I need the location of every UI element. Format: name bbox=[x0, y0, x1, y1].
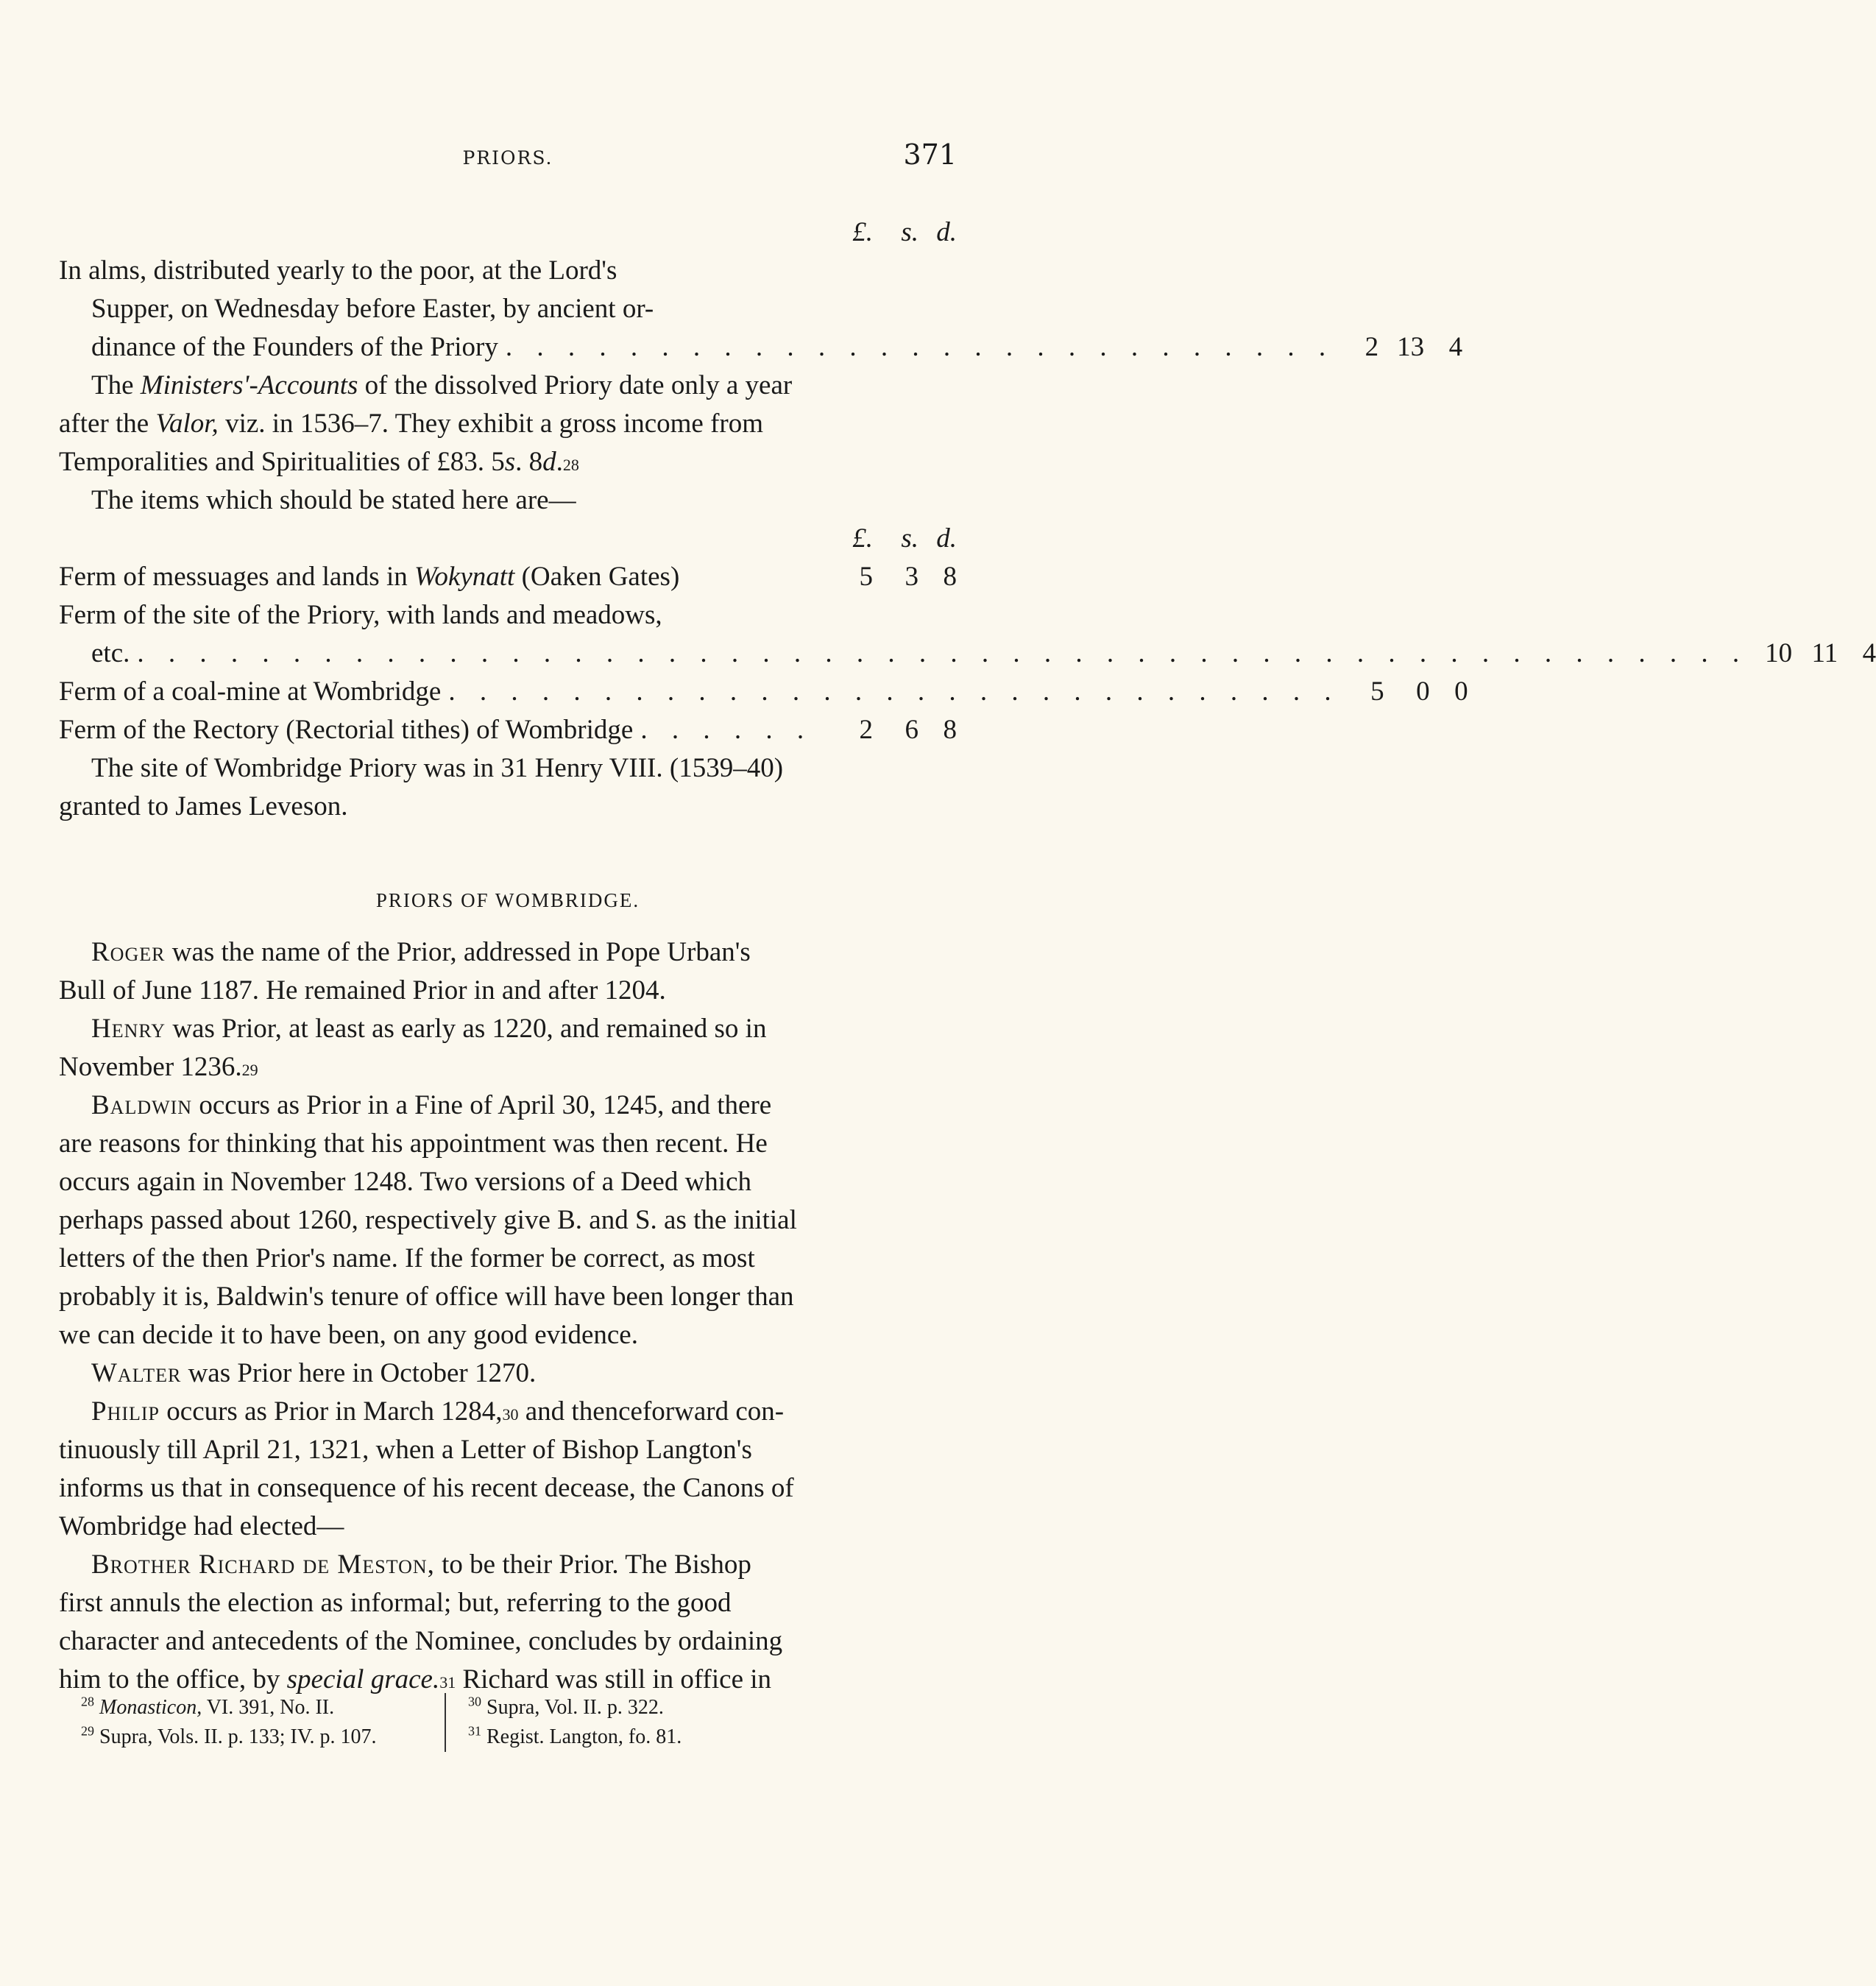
richard-line-2: first annuls the election as informal; but, referring to the good bbox=[59, 1588, 732, 1618]
alms-line-1: In alms, distributed yearly to the poor, at the Lord's bbox=[59, 255, 617, 286]
henry-line-2: November 1236. 29 bbox=[59, 1052, 258, 1082]
alms-amount: 2 13 4 bbox=[1364, 332, 1463, 362]
baldwin-line-1: Baldwin occurs as Prior in a Fine of April 30, 1245, and there bbox=[59, 1086, 957, 1125]
item-rectory-amount: 2 6 8 bbox=[859, 715, 957, 745]
running-title: PRIORS. bbox=[462, 147, 553, 169]
item-site-amount: 10 11 4 bbox=[1765, 638, 1876, 668]
item-wokynatt: Ferm of messuages and lands in Wokynatt (Oaken Gates) 5 3 8 bbox=[59, 558, 957, 596]
item-coal-mine: Ferm of a coal-mine at Wombridge . . . . . . . . . . . . . . . . . . . . . . . . . . . . . 5 0 0 bbox=[59, 673, 957, 711]
page-number: 371 bbox=[903, 138, 957, 171]
footnotes bbox=[81, 1693, 817, 1752]
roger-line-1: Roger was the name of the Prior, addressed in Pope Urban's bbox=[59, 933, 957, 972]
section-heading: PRIORS OF WOMBRIDGE. bbox=[375, 889, 640, 911]
shilling-symbol: s. bbox=[901, 217, 918, 247]
page-header bbox=[59, 138, 957, 175]
leader-dots: . . . . . . . . . . . . . . . . . . . . . . . . . . . bbox=[505, 332, 1335, 362]
currency-header bbox=[59, 213, 957, 252]
prior-name-baldwin: Baldwin bbox=[91, 1090, 193, 1120]
baldwin-line-3: occurs again in November 1248. Two versions of a Deed which bbox=[59, 1167, 752, 1197]
prior-name-henry: Henry bbox=[91, 1014, 166, 1044]
items-intro: The items which should be stated here are— bbox=[91, 485, 576, 515]
item-site-line-1: Ferm of the site of the Priory, with lands and meadows, bbox=[59, 600, 662, 630]
pence-symbol: d. bbox=[936, 217, 957, 247]
item-site-line-2: etc. . . . . . . . . . . . . . . . . . . . . . . . . . . . . . . . . . . . . . . . . . . . . . . . . . . . . 10 11 4 bbox=[59, 635, 957, 673]
richard-line-3: character and antecedents of the Nominee, concludes by ordaining bbox=[59, 1626, 783, 1656]
prior-name-richard: Brother Richard de Meston, bbox=[91, 1549, 435, 1580]
ministers-line-1: The Ministers'-Accounts of the dissolved Priory date only a year bbox=[91, 370, 793, 400]
prior-name-roger: Roger bbox=[91, 937, 166, 967]
henry-line-1: Henry was Prior, at least as early as 1220, and remained so in bbox=[59, 1010, 957, 1048]
priors-list bbox=[59, 933, 957, 1699]
footnote-31: $^{31}$ Regist. Langton, fo. 81. bbox=[468, 1723, 682, 1748]
baldwin-line-7: we can decide it to have been, on any good evidence. bbox=[59, 1320, 638, 1350]
walter-line-1: Walter was Prior here in October 1270. bbox=[59, 1354, 957, 1393]
accounts-section bbox=[59, 213, 1876, 826]
prior-name-philip: Philip bbox=[91, 1396, 160, 1427]
item-rectory: Ferm of the Rectory (Rectorial tithes) of Wombridge . . . . . . 2 6 8 bbox=[59, 711, 957, 749]
ministers-line-2: after the Valor, viz. in 1536–7. They exhibit a gross income from bbox=[59, 409, 764, 439]
philip-line-4: Wombridge had elected— bbox=[59, 1511, 344, 1541]
prior-name-walter: Walter bbox=[91, 1358, 182, 1388]
site-grant-line-1: The site of Wombridge Priory was in 31 Henry VIII. (1539–40) bbox=[91, 753, 784, 783]
item-wokynatt-amount: 5 3 8 bbox=[859, 562, 957, 592]
richard-line-4: him to the office, by special grace. 31 Richard was still in office in bbox=[59, 1664, 772, 1695]
ministers-line-3: Temporalities and Spiritualities of £83. 5 s . 8 d . 28 bbox=[59, 447, 579, 477]
philip-line-3: informs us that in consequence of his recent decease, the Canons of bbox=[59, 1473, 794, 1503]
currency-header-2: £. s. d. bbox=[852, 523, 957, 554]
baldwin-line-5: letters of the then Prior's name. If the former be correct, as most bbox=[59, 1243, 755, 1273]
alms-line-3: dinance of the Founders of the Priory . . . . . . . . . . . . . . . . . . . . . . . . . . . 2 13 4 bbox=[59, 328, 957, 367]
alms-line-2: Supper, on Wednesday before Easter, by ancient or- bbox=[91, 294, 654, 324]
site-grant-line-2: granted to James Leveson. bbox=[59, 791, 348, 821]
footnote-29: $^{29}$ Supra, Vols. II. p. 133; IV. p. 107. bbox=[81, 1723, 377, 1748]
footnotes-left-column bbox=[81, 1693, 445, 1752]
roger-line-2: Bull of June 1187. He remained Prior in and after 1204. bbox=[59, 975, 666, 1006]
baldwin-line-6: probably it is, Baldwin's tenure of office will have been longer than bbox=[59, 1282, 794, 1312]
richard-line-1: Brother Richard de Meston, to be their Prior. The Bishop bbox=[59, 1546, 957, 1584]
baldwin-line-2: are reasons for thinking that his appointment was then recent. He bbox=[59, 1128, 768, 1159]
footnotes-right-column bbox=[445, 1693, 817, 1752]
footnote-28: $^{28}$ Monasticon, VI. 391, No. II. bbox=[81, 1694, 335, 1719]
pound-symbol: £. bbox=[852, 217, 873, 247]
philip-line-1: Philip occurs as Prior in March 1284, 30 and thenceforward con- bbox=[59, 1393, 957, 1431]
item-coal-mine-amount: 5 0 0 bbox=[1370, 676, 1468, 707]
baldwin-line-4: perhaps passed about 1260, respectively give B. and S. as the initial bbox=[59, 1205, 797, 1235]
footnote-30: $^{30}$ Supra, Vol. II. p. 322. bbox=[468, 1694, 664, 1719]
philip-line-2: tinuously till April 21, 1321, when a Letter of Bishop Langton's bbox=[59, 1435, 752, 1465]
